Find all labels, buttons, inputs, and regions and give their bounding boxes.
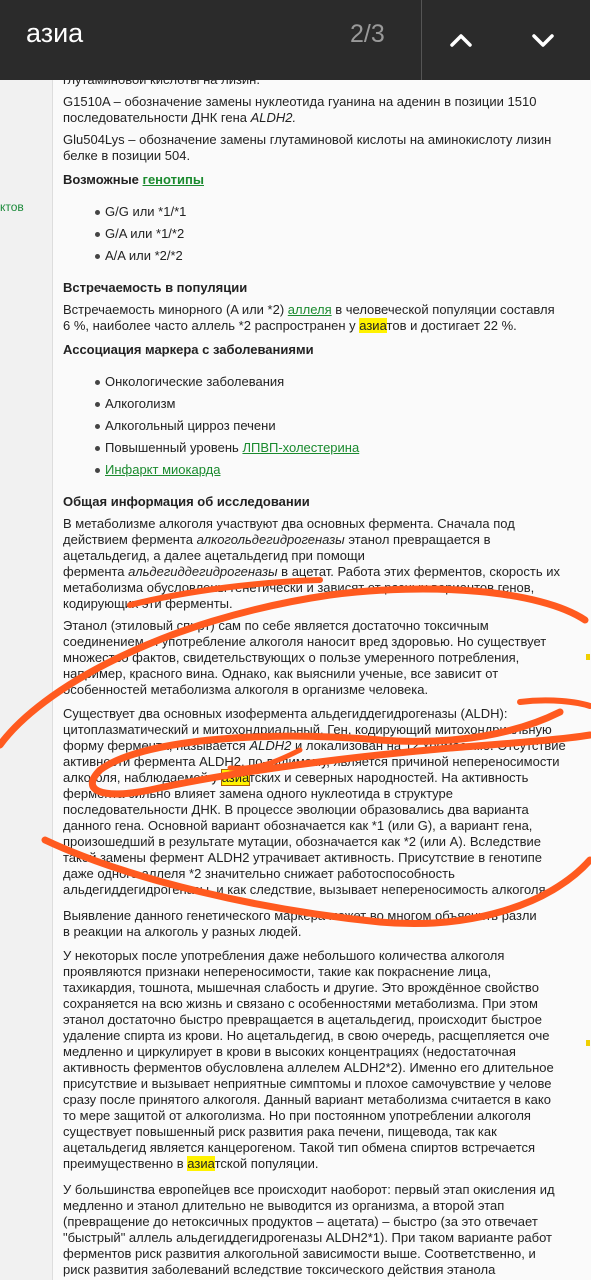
- paragraph-line: активности фермента ALDH2, по-видимому, является причиной непереносимости: [63, 754, 560, 769]
- paragraph-line: данного гена. Основной вариант обозначается как *1 (или G), а вариант гена,: [63, 818, 533, 833]
- paragraph-line: цитоплазматический и митохондриальный. Ген, кодирующий митохондриальную: [63, 722, 552, 737]
- paragraph-line: Glu504Lys – обозначение замены глутаминовой кислоты на аминокислоту лизин: [63, 132, 552, 147]
- paragraph-line: кодирующих эти ферменты.: [63, 596, 233, 611]
- bullet-dot: [95, 254, 100, 259]
- scrollbar-match-marker: [586, 1040, 590, 1046]
- next-match-button[interactable]: [519, 16, 567, 64]
- bullet-dot: [95, 232, 100, 237]
- paragraph-line: метаболизма обусловлены генетически и зависят от разных вариантов генов,: [63, 580, 535, 595]
- previous-match-button[interactable]: [437, 16, 485, 64]
- paragraph-line: (превращение до нетоксичных продуктов – ацетата) – быстро (за это отвечает: [63, 1214, 538, 1229]
- paragraph-line: Встречаемость минорного (A или *2) аллеля в человеческой популяции составля: [63, 302, 555, 317]
- sidebar-link[interactable]: ктов: [0, 200, 24, 214]
- bullet-dot: [95, 210, 100, 215]
- find-bar-divider: [421, 0, 422, 80]
- paragraph-line: последовательности ДНК. В процессе эволюции образовались два варианта: [63, 802, 529, 817]
- paragraph-line: риск развития заболеваний вследствие токсического действия этанола: [63, 1262, 496, 1277]
- paragraph-line: "быстрый" аллель альдегиддегидрогеназы ALDH2*1). При таком варианте работ: [63, 1230, 553, 1245]
- chevron-up-icon: [437, 16, 485, 64]
- paragraph-line: присутствие и вызывает неприятные симптомы и плохое самочувствие у челове: [63, 1076, 552, 1091]
- list-item: A/A или *2/*2: [105, 248, 183, 263]
- list-item: [105, 462, 220, 478]
- left-sidebar: [0, 80, 52, 1280]
- paragraph-line: В метаболизме алкоголя участвуют два основных фермента. Сначала под: [63, 516, 515, 531]
- list-item: Повышенный уровень ЛПВП-холестерина: [105, 440, 360, 455]
- paragraph-line: соединением, и употребление алкоголя наносит вред здоровью. Но существует: [63, 634, 547, 649]
- paragraph-line: сразу после принятого алкоголя. Данный вариант метаболизма считается в како: [63, 1092, 551, 1107]
- paragraph-line: множество фактов, свидетельствующих о пользе умеренного потребления,: [63, 650, 520, 665]
- bullet-dot: [95, 468, 100, 473]
- genotypes-link[interactable]: генотипы: [142, 172, 204, 187]
- search-match-highlight-active: азиа: [221, 770, 249, 785]
- search-match-highlight: азиа: [359, 318, 387, 333]
- paragraph-line: У большинства европейцев все происходит наоборот: первый этап окисления ид: [63, 1182, 555, 1197]
- bullet-dot: [95, 402, 100, 407]
- search-match-highlight: азиа: [187, 1156, 215, 1171]
- paragraph-line: удаление спирта из крови. Но ацетальдегид, в свою очередь, расщепляется оче: [63, 1028, 550, 1043]
- myocardial-infarction-link[interactable]: Инфаркт миокарда: [105, 462, 221, 477]
- paragraph-line: этанол достаточно быстро превращается в ацетальдегид, происходит быстрое: [63, 1012, 542, 1027]
- paragraph-line: действием фермента алкогольдегидрогеназы этанол превращается в: [63, 532, 491, 547]
- paragraph-line: даже одного аллеля *2 значительно снижает работоспособность: [63, 866, 455, 881]
- scrollbar-match-marker: [586, 654, 590, 660]
- section-heading-association: Ассоциация маркера с заболеваниями: [63, 342, 314, 357]
- paragraph-line: медленно и этанол длительно не выводится из организма, а второй этап: [63, 1198, 505, 1213]
- chevron-down-icon: [519, 16, 567, 64]
- paragraph-line: G1510A – обозначение замены нуклеотида гуанина на аденин в позиции 1510: [63, 94, 537, 109]
- list-item: G/A или *1/*2: [105, 226, 185, 241]
- section-heading-genotypes: Возможные генотипы: [63, 172, 204, 187]
- bullet-dot: [95, 424, 100, 429]
- paragraph-line: например, красного вина. Однако, как выяснили ученые, все зависит от: [63, 666, 499, 681]
- paragraph-line: ацетальдегид, а далее ацетальдегид при помощи: [63, 548, 365, 563]
- find-match-count: 2/3: [350, 20, 385, 48]
- paragraph-line: в реакции на алкоголь у разных людей.: [63, 924, 302, 939]
- paragraph-line: фермента альдегиддегидрогеназы в ацетат. Работа этих ферментов, скорость их: [63, 564, 560, 579]
- list-item: Алкогольный цирроз печени: [105, 418, 276, 433]
- paragraph-line: алкоголя, наблюдаемой у азиатских и северных народностей. На активность: [63, 770, 529, 785]
- paragraph-line: такой замены фермент ALDH2 утрачивает активность. Присутствие в генотипе: [63, 850, 543, 865]
- bullet-dot: [95, 380, 100, 385]
- paragraph-line: активность ферментов обусловлена аллелем ALDH2*2). Именно его длительное: [63, 1060, 554, 1075]
- hdl-cholesterol-link[interactable]: ЛПВП-холестерина: [242, 440, 360, 455]
- list-item: Онкологические заболевания: [105, 374, 285, 389]
- allele-link[interactable]: аллеля: [287, 302, 332, 317]
- section-heading-occurrence: Встречаемость в популяции: [63, 280, 248, 295]
- paragraph-line: ферментов риск развития алкогольной зависимости выше. Соответственно, и: [63, 1246, 536, 1261]
- paragraph-line: Выявление данного генетического маркера может во многом объяснить разли: [63, 908, 537, 923]
- paragraph-line: проявляются признаки непереносимости, такие как покраснение лица,: [63, 964, 492, 979]
- paragraph-line: особенностей метаболизма алкоголя в организме человека.: [63, 682, 429, 697]
- paragraph-line: Этанол (этиловый спирт) сам по себе является достаточно токсичным: [63, 618, 489, 633]
- paragraph-line: сохраняется на всю жизнь и связано с особенностями метаболизма. При этом: [63, 996, 538, 1011]
- article-content: [52, 80, 591, 1280]
- paragraph-line: произошедший в результате мутации, обозначается как *2 (или A). Вследствие: [63, 834, 542, 849]
- paragraph-line: белке в позиции 504.: [63, 148, 191, 163]
- paragraph-line: последовательности ДНК гена ALDH2.: [63, 110, 297, 125]
- paragraph-line: преимущественно в азиатской популяции.: [63, 1156, 319, 1171]
- paragraph-line: форму фермента, называется ALDH2 и локализован на 12 хромосоме. Отсутствие: [63, 738, 566, 753]
- list-item: Алкоголизм: [105, 396, 176, 411]
- section-heading-general: Общая информация об исследовании: [63, 494, 310, 509]
- find-in-page-bar: [0, 0, 590, 80]
- list-item: G/G или *1/*1: [105, 204, 187, 219]
- paragraph-line: существует повышенный риск развития рака печени, пищевода, так как: [63, 1124, 497, 1139]
- paragraph-line: медленно и циркулирует в крови в высоких концентрациях (недостаточная: [63, 1044, 516, 1059]
- paragraph-line: альдегиддегидрогеназы, и как следствие, вызывает непереносимость алкоголя.: [63, 882, 550, 897]
- paragraph-line: фермента сильно влияет замена одного нуклеотида в структуре: [63, 786, 453, 801]
- paragraph-line: Существует два основных изофермента альдегиддегидрогеназы (ALDH):: [63, 706, 508, 721]
- paragraph-line: ацетальдегид является канцерогеном. Такой тип обмена спиртов встречается: [63, 1140, 536, 1155]
- bullet-dot: [95, 446, 100, 451]
- find-query-input[interactable]: азиа: [26, 18, 84, 48]
- paragraph-line: 6 %, наиболее часто аллель *2 распространен у азиатов и достигает 22 %.: [63, 318, 517, 333]
- paragraph-line: тахикардия, тошнота, мышечная слабость и другие. Это врождённое свойство: [63, 980, 539, 995]
- paragraph-line: то мере защитой от алкоголизма. Но при постоянном употреблении алкоголя: [63, 1108, 531, 1123]
- paragraph-line: У некоторых после употребления даже небольшого количества алкоголя: [63, 948, 505, 963]
